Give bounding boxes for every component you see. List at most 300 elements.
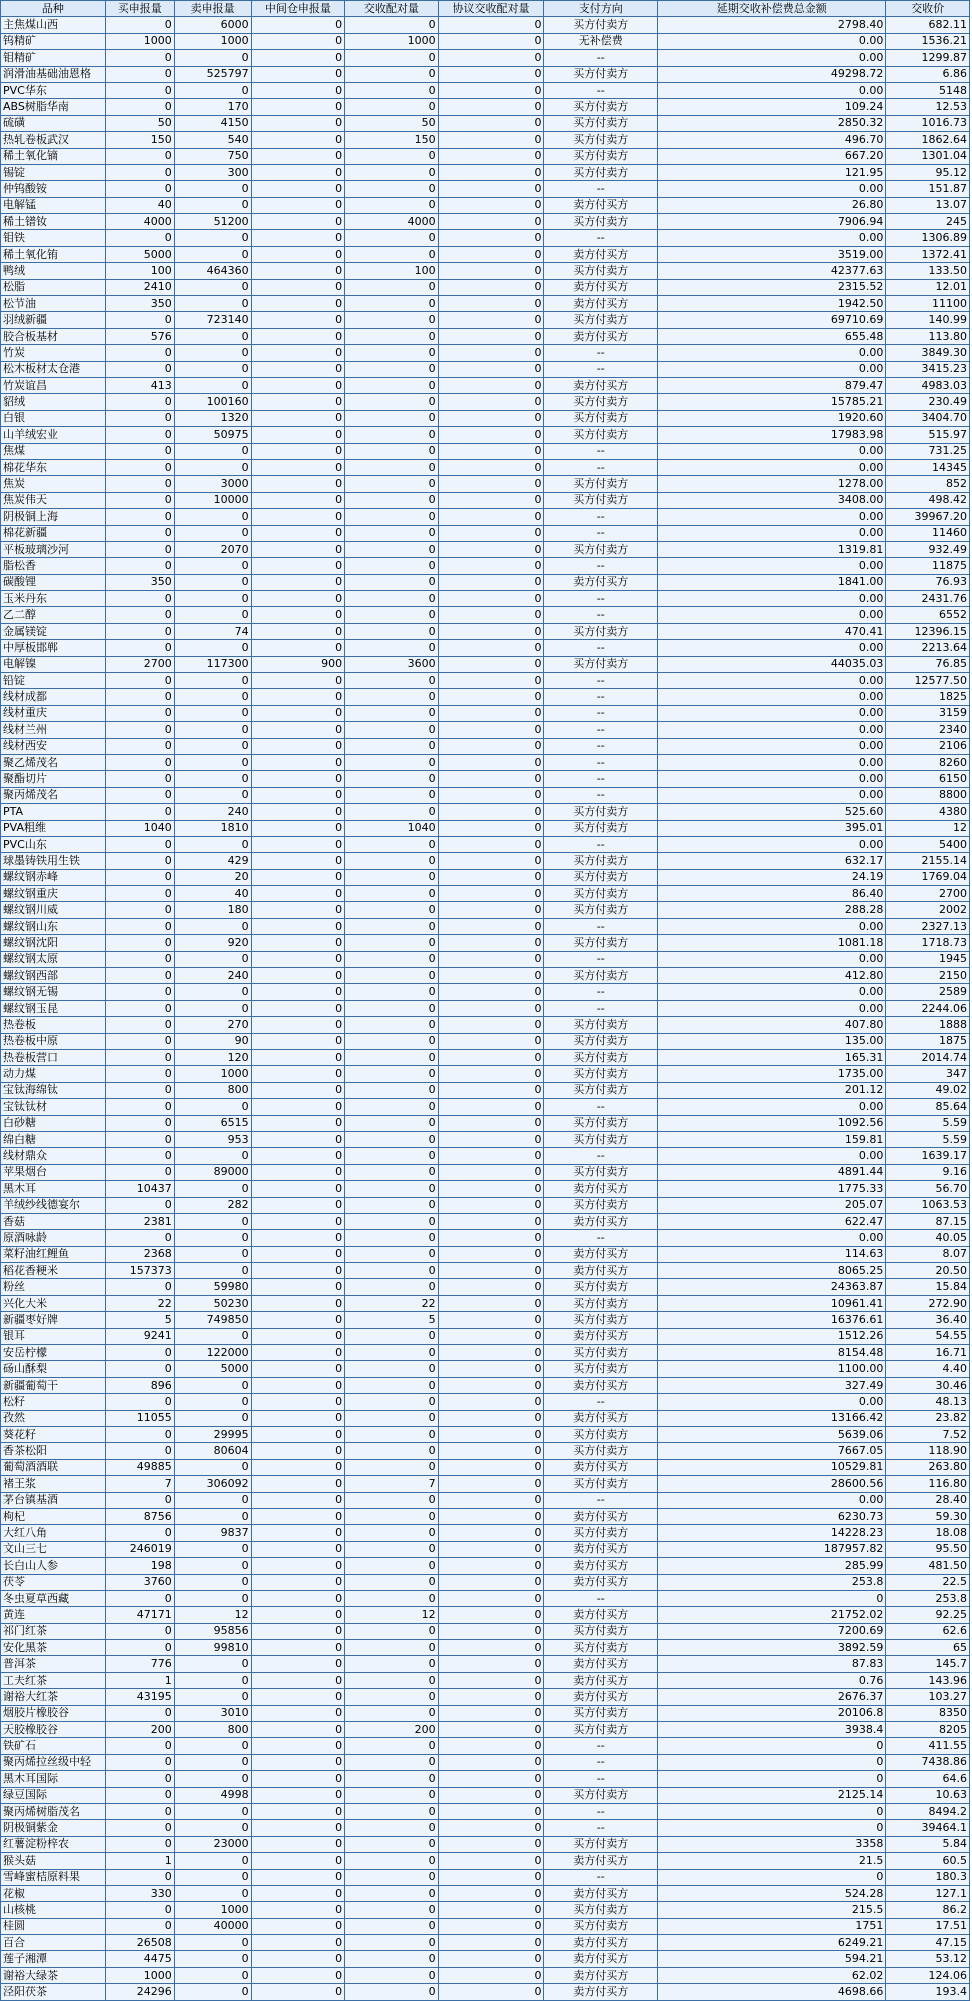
delivery-matched-cell: 0 xyxy=(345,558,439,574)
table-row xyxy=(1,1279,970,1295)
sell-declared-cell: 40 xyxy=(174,886,251,902)
buy-declared-cell: 4475 xyxy=(105,1951,174,1967)
table-row xyxy=(1,722,970,738)
compensation-total-cell: 0.00 xyxy=(658,591,886,607)
sell-declared-cell: 59980 xyxy=(174,1279,251,1295)
product-cell: 平板玻璃沙河 xyxy=(1,541,106,557)
compensation-total-cell: 2676.37 xyxy=(658,1689,886,1705)
sell-declared-cell: 0 xyxy=(174,1541,251,1557)
table-row xyxy=(1,705,970,721)
delivery-matched-cell: 0 xyxy=(345,1246,439,1262)
product-cell: 中厚板邯郸 xyxy=(1,640,106,656)
table-row xyxy=(1,1017,970,1033)
delivery-matched-cell: 0 xyxy=(345,1394,439,1410)
agreement-matched-cell: 0 xyxy=(438,689,544,705)
sell-declared-cell: 0 xyxy=(174,1377,251,1393)
delivery-matched-cell: 0 xyxy=(345,1426,439,1442)
table-row xyxy=(1,1508,970,1524)
compensation-total-cell: 109.24 xyxy=(658,99,886,115)
buy-declared-cell: 0 xyxy=(105,1623,174,1639)
agreement-matched-cell: 0 xyxy=(438,296,544,312)
product-cell: 钨精矿 xyxy=(1,33,106,49)
agreement-matched-cell: 0 xyxy=(438,1492,544,1508)
delivery-price-cell: 932.49 xyxy=(886,541,970,557)
intermediate-declared-cell: 0 xyxy=(251,918,345,934)
table-row xyxy=(1,968,970,984)
compensation-total-cell: 1841.00 xyxy=(658,574,886,590)
payment-direction-cell: 买方付卖方 xyxy=(544,17,658,33)
delivery-price-cell: 12396.15 xyxy=(886,623,970,639)
table-row xyxy=(1,50,970,66)
delivery-matched-cell: 0 xyxy=(345,1197,439,1213)
buy-declared-cell: 0 xyxy=(105,312,174,328)
delivery-matched-cell: 0 xyxy=(345,50,439,66)
intermediate-declared-cell: 0 xyxy=(251,312,345,328)
intermediate-declared-cell: 0 xyxy=(251,836,345,852)
agreement-matched-cell: 0 xyxy=(438,902,544,918)
compensation-total-cell: 0.76 xyxy=(658,1672,886,1688)
buy-declared-cell: 0 xyxy=(105,968,174,984)
sell-declared-cell: 0 xyxy=(174,1394,251,1410)
agreement-matched-cell: 0 xyxy=(438,1607,544,1623)
sell-declared-cell: 1320 xyxy=(174,410,251,426)
compensation-total-cell: 17983.98 xyxy=(658,427,886,443)
sell-declared-cell: 117300 xyxy=(174,656,251,672)
agreement-matched-cell: 0 xyxy=(438,1869,544,1885)
table-row xyxy=(1,1689,970,1705)
intermediate-declared-cell: 0 xyxy=(251,99,345,115)
compensation-total-cell: 0.00 xyxy=(658,754,886,770)
compensation-total-cell: 15785.21 xyxy=(658,394,886,410)
header-payment-direction: 支付方向 xyxy=(544,1,658,17)
sell-declared-cell: 1000 xyxy=(174,1902,251,1918)
intermediate-declared-cell: 0 xyxy=(251,1541,345,1557)
header-compensation-total: 延期交收补偿费总金额 xyxy=(658,1,886,17)
delivery-price-cell: 347 xyxy=(886,1066,970,1082)
delivery-price-cell: 62.6 xyxy=(886,1623,970,1639)
delivery-matched-cell: 0 xyxy=(345,1771,439,1787)
product-cell: 冬虫夏草西藏 xyxy=(1,1590,106,1606)
sell-declared-cell: 0 xyxy=(174,296,251,312)
delivery-matched-cell: 0 xyxy=(345,640,439,656)
agreement-matched-cell: 0 xyxy=(438,82,544,98)
delivery-matched-cell: 0 xyxy=(345,722,439,738)
agreement-matched-cell: 0 xyxy=(438,1377,544,1393)
delivery-matched-cell: 22 xyxy=(345,1295,439,1311)
sell-declared-cell: 0 xyxy=(174,918,251,934)
delivery-matched-cell: 4000 xyxy=(345,214,439,230)
buy-declared-cell: 0 xyxy=(105,787,174,803)
sell-declared-cell: 89000 xyxy=(174,1164,251,1180)
delivery-price-cell: 76.93 xyxy=(886,574,970,590)
compensation-total-cell: 6249.21 xyxy=(658,1935,886,1951)
delivery-price-cell: 1063.53 xyxy=(886,1197,970,1213)
table-row xyxy=(1,820,970,836)
product-cell: 普洱茶 xyxy=(1,1656,106,1672)
agreement-matched-cell: 0 xyxy=(438,623,544,639)
delivery-matched-cell: 0 xyxy=(345,886,439,902)
compensation-total-cell: 159.81 xyxy=(658,1131,886,1147)
payment-direction-cell: 卖方付买方 xyxy=(544,1558,658,1574)
delivery-price-cell: 76.85 xyxy=(886,656,970,672)
compensation-total-cell: 1092.56 xyxy=(658,1115,886,1131)
product-cell: 砀山酥梨 xyxy=(1,1361,106,1377)
delivery-price-cell: 8260 xyxy=(886,754,970,770)
buy-declared-cell: 0 xyxy=(105,82,174,98)
delivery-price-cell: 3404.70 xyxy=(886,410,970,426)
compensation-total-cell: 0.00 xyxy=(658,705,886,721)
compensation-total-cell: 0.00 xyxy=(658,1230,886,1246)
intermediate-declared-cell: 0 xyxy=(251,1033,345,1049)
intermediate-declared-cell: 0 xyxy=(251,1672,345,1688)
sell-declared-cell: 0 xyxy=(174,246,251,262)
delivery-price-cell: 2244.06 xyxy=(886,1000,970,1016)
sell-declared-cell: 50230 xyxy=(174,1295,251,1311)
intermediate-declared-cell: 0 xyxy=(251,1885,345,1901)
product-cell: 谢裕大绿茶 xyxy=(1,1967,106,1983)
delivery-matched-cell: 0 xyxy=(345,1902,439,1918)
product-cell: 枸杞 xyxy=(1,1508,106,1524)
buy-declared-cell: 0 xyxy=(105,410,174,426)
agreement-matched-cell: 0 xyxy=(438,1623,544,1639)
delivery-matched-cell: 0 xyxy=(345,738,439,754)
sell-declared-cell: 1810 xyxy=(174,820,251,836)
header-sell-declared: 卖申报量 xyxy=(174,1,251,17)
table-row xyxy=(1,1984,970,2000)
intermediate-declared-cell: 0 xyxy=(251,1328,345,1344)
payment-direction-cell: 买方付卖方 xyxy=(544,148,658,164)
intermediate-declared-cell: 0 xyxy=(251,673,345,689)
table-row xyxy=(1,1099,970,1115)
intermediate-declared-cell: 0 xyxy=(251,377,345,393)
delivery-price-cell: 1639.17 xyxy=(886,1148,970,1164)
delivery-matched-cell: 0 xyxy=(345,1066,439,1082)
table-row xyxy=(1,509,970,525)
delivery-price-cell: 5.59 xyxy=(886,1115,970,1131)
product-cell: 长白山人参 xyxy=(1,1558,106,1574)
delivery-matched-cell: 0 xyxy=(345,1279,439,1295)
compensation-total-cell: 121.95 xyxy=(658,164,886,180)
payment-direction-cell: -- xyxy=(544,1492,658,1508)
agreement-matched-cell: 0 xyxy=(438,935,544,951)
table-row xyxy=(1,1000,970,1016)
compensation-total-cell: 1319.81 xyxy=(658,541,886,557)
agreement-matched-cell: 0 xyxy=(438,509,544,525)
agreement-matched-cell: 0 xyxy=(438,1640,544,1656)
intermediate-declared-cell: 0 xyxy=(251,525,345,541)
agreement-matched-cell: 0 xyxy=(438,1131,544,1147)
payment-direction-cell: -- xyxy=(544,607,658,623)
table-row xyxy=(1,1918,970,1934)
intermediate-declared-cell: 0 xyxy=(251,1869,345,1885)
agreement-matched-cell: 0 xyxy=(438,853,544,869)
intermediate-declared-cell: 0 xyxy=(251,1689,345,1705)
table-row xyxy=(1,1492,970,1508)
product-cell: 润滑油基础油恩格 xyxy=(1,66,106,82)
agreement-matched-cell: 0 xyxy=(438,197,544,213)
agreement-matched-cell: 0 xyxy=(438,410,544,426)
compensation-total-cell: 187957.82 xyxy=(658,1541,886,1557)
header-product: 品种 xyxy=(1,1,106,17)
delivery-price-cell: 10.63 xyxy=(886,1787,970,1803)
agreement-matched-cell: 0 xyxy=(438,836,544,852)
agreement-matched-cell: 0 xyxy=(438,1935,544,1951)
table-row xyxy=(1,197,970,213)
delivery-price-cell: 54.55 xyxy=(886,1328,970,1344)
sell-declared-cell: 50975 xyxy=(174,427,251,443)
compensation-total-cell: 1278.00 xyxy=(658,476,886,492)
intermediate-declared-cell: 0 xyxy=(251,1754,345,1770)
table-row xyxy=(1,1377,970,1393)
sell-declared-cell: 122000 xyxy=(174,1345,251,1361)
buy-declared-cell: 0 xyxy=(105,1197,174,1213)
agreement-matched-cell: 0 xyxy=(438,214,544,230)
delivery-price-cell: 1888 xyxy=(886,1017,970,1033)
agreement-matched-cell: 0 xyxy=(438,722,544,738)
payment-direction-cell: 卖方付买方 xyxy=(544,197,658,213)
payment-direction-cell: -- xyxy=(544,918,658,934)
buy-declared-cell: 9241 xyxy=(105,1328,174,1344)
table-row xyxy=(1,1836,970,1852)
compensation-total-cell: 114.63 xyxy=(658,1246,886,1262)
sell-declared-cell: 2070 xyxy=(174,541,251,557)
intermediate-declared-cell: 0 xyxy=(251,296,345,312)
table-row xyxy=(1,1935,970,1951)
payment-direction-cell: 卖方付买方 xyxy=(544,328,658,344)
buy-declared-cell: 776 xyxy=(105,1656,174,1672)
delivery-matched-cell: 0 xyxy=(345,1345,439,1361)
delivery-price-cell: 1016.73 xyxy=(886,115,970,131)
delivery-matched-cell: 0 xyxy=(345,1935,439,1951)
payment-direction-cell: 卖方付买方 xyxy=(544,1853,658,1869)
table-row xyxy=(1,1230,970,1246)
buy-declared-cell: 26508 xyxy=(105,1935,174,1951)
payment-direction-cell: 买方付卖方 xyxy=(544,427,658,443)
compensation-total-cell: 470.41 xyxy=(658,623,886,639)
delivery-price-cell: 22.5 xyxy=(886,1574,970,1590)
intermediate-declared-cell: 0 xyxy=(251,623,345,639)
delivery-price-cell: 15.84 xyxy=(886,1279,970,1295)
agreement-matched-cell: 0 xyxy=(438,1394,544,1410)
sell-declared-cell: 0 xyxy=(174,345,251,361)
product-cell: 铁矿石 xyxy=(1,1738,106,1754)
payment-direction-cell: 买方付卖方 xyxy=(544,115,658,131)
product-cell: 孜然 xyxy=(1,1410,106,1426)
delivery-price-cell: 113.80 xyxy=(886,328,970,344)
delivery-matched-cell: 0 xyxy=(345,951,439,967)
delivery-price-cell: 1862.64 xyxy=(886,132,970,148)
delivery-matched-cell: 5 xyxy=(345,1312,439,1328)
product-cell: 白砂糖 xyxy=(1,1115,106,1131)
buy-declared-cell: 43195 xyxy=(105,1689,174,1705)
buy-declared-cell: 7 xyxy=(105,1476,174,1492)
table-row xyxy=(1,640,970,656)
product-cell: 碳酸锂 xyxy=(1,574,106,590)
table-row xyxy=(1,1607,970,1623)
delivery-price-cell: 59.30 xyxy=(886,1508,970,1524)
delivery-matched-cell: 150 xyxy=(345,132,439,148)
delivery-matched-cell: 0 xyxy=(345,1164,439,1180)
delivery-price-cell: 39464.1 xyxy=(886,1820,970,1836)
compensation-total-cell: 2798.40 xyxy=(658,17,886,33)
buy-declared-cell: 0 xyxy=(105,1820,174,1836)
compensation-total-cell: 1081.18 xyxy=(658,935,886,951)
compensation-total-cell: 6230.73 xyxy=(658,1508,886,1524)
buy-declared-cell: 0 xyxy=(105,754,174,770)
intermediate-declared-cell: 0 xyxy=(251,951,345,967)
product-cell: 松木板材太仓港 xyxy=(1,361,106,377)
delivery-price-cell: 180.3 xyxy=(886,1869,970,1885)
compensation-total-cell: 0.00 xyxy=(658,984,886,1000)
delivery-matched-cell: 7 xyxy=(345,1476,439,1492)
buy-declared-cell: 0 xyxy=(105,836,174,852)
delivery-matched-cell: 0 xyxy=(345,1082,439,1098)
table-row xyxy=(1,1787,970,1803)
table-row xyxy=(1,230,970,246)
compensation-total-cell: 0.00 xyxy=(658,361,886,377)
agreement-matched-cell: 0 xyxy=(438,1508,544,1524)
table-row xyxy=(1,886,970,902)
table-row xyxy=(1,312,970,328)
agreement-matched-cell: 0 xyxy=(438,66,544,82)
table-row xyxy=(1,1885,970,1901)
product-cell: 绵白糖 xyxy=(1,1131,106,1147)
delivery-price-cell: 17.51 xyxy=(886,1918,970,1934)
agreement-matched-cell: 0 xyxy=(438,17,544,33)
compensation-total-cell: 0 xyxy=(658,1738,886,1754)
agreement-matched-cell: 0 xyxy=(438,1246,544,1262)
agreement-matched-cell: 0 xyxy=(438,443,544,459)
delivery-price-cell: 28.40 xyxy=(886,1492,970,1508)
compensation-total-cell: 0.00 xyxy=(658,673,886,689)
intermediate-declared-cell: 0 xyxy=(251,886,345,902)
compensation-total-cell: 667.20 xyxy=(658,148,886,164)
table-row xyxy=(1,1459,970,1475)
compensation-total-cell: 395.01 xyxy=(658,820,886,836)
delivery-matched-cell: 0 xyxy=(345,607,439,623)
intermediate-declared-cell: 0 xyxy=(251,476,345,492)
header-row xyxy=(1,1,970,17)
delivery-price-cell: 4.40 xyxy=(886,1361,970,1377)
delivery-matched-cell: 0 xyxy=(345,1967,439,1983)
delivery-price-cell: 65 xyxy=(886,1640,970,1656)
delivery-price-cell: 8494.2 xyxy=(886,1803,970,1819)
delivery-price-cell: 3415.23 xyxy=(886,361,970,377)
compensation-total-cell: 0 xyxy=(658,1803,886,1819)
delivery-price-cell: 4983.03 xyxy=(886,377,970,393)
delivery-price-cell: 87.15 xyxy=(886,1213,970,1229)
payment-direction-cell: 卖方付买方 xyxy=(544,574,658,590)
intermediate-declared-cell: 0 xyxy=(251,82,345,98)
intermediate-declared-cell: 0 xyxy=(251,640,345,656)
agreement-matched-cell: 0 xyxy=(438,1328,544,1344)
delivery-matched-cell: 0 xyxy=(345,377,439,393)
sell-declared-cell: 0 xyxy=(174,82,251,98)
intermediate-declared-cell: 0 xyxy=(251,1050,345,1066)
sell-declared-cell: 0 xyxy=(174,1230,251,1246)
payment-direction-cell: -- xyxy=(544,1771,658,1787)
product-cell: PVC华东 xyxy=(1,82,106,98)
payment-direction-cell: 买方付卖方 xyxy=(544,1066,658,1082)
intermediate-declared-cell: 0 xyxy=(251,1918,345,1934)
table-row xyxy=(1,1738,970,1754)
payment-direction-cell: 买方付卖方 xyxy=(544,164,658,180)
sell-declared-cell: 0 xyxy=(174,1508,251,1524)
payment-direction-cell: -- xyxy=(544,951,658,967)
delivery-price-cell: 2002 xyxy=(886,902,970,918)
compensation-total-cell: 407.80 xyxy=(658,1017,886,1033)
sell-declared-cell: 120 xyxy=(174,1050,251,1066)
product-cell: 雪峰蜜桔原料果 xyxy=(1,1869,106,1885)
buy-declared-cell: 49885 xyxy=(105,1459,174,1475)
sell-declared-cell: 12 xyxy=(174,1607,251,1623)
sell-declared-cell: 800 xyxy=(174,1722,251,1738)
payment-direction-cell: 卖方付买方 xyxy=(544,377,658,393)
intermediate-declared-cell: 0 xyxy=(251,1935,345,1951)
payment-direction-cell: 卖方付买方 xyxy=(544,246,658,262)
intermediate-declared-cell: 0 xyxy=(251,328,345,344)
buy-declared-cell: 0 xyxy=(105,1164,174,1180)
buy-declared-cell: 0 xyxy=(105,558,174,574)
sell-declared-cell: 6000 xyxy=(174,17,251,33)
delivery-matched-cell: 0 xyxy=(345,1705,439,1721)
sell-declared-cell: 0 xyxy=(174,836,251,852)
delivery-price-cell: 127.1 xyxy=(886,1885,970,1901)
intermediate-declared-cell: 0 xyxy=(251,1017,345,1033)
buy-declared-cell: 4000 xyxy=(105,214,174,230)
product-cell: 螺纹钢川威 xyxy=(1,902,106,918)
sell-declared-cell: 540 xyxy=(174,132,251,148)
compensation-total-cell: 0.00 xyxy=(658,230,886,246)
buy-declared-cell: 1 xyxy=(105,1853,174,1869)
delivery-matched-cell: 0 xyxy=(345,361,439,377)
payment-direction-cell: -- xyxy=(544,1394,658,1410)
sell-declared-cell: 0 xyxy=(174,1951,251,1967)
buy-declared-cell: 0 xyxy=(105,1426,174,1442)
table-row xyxy=(1,607,970,623)
product-cell: 工夫红茶 xyxy=(1,1672,106,1688)
delivery-matched-cell: 0 xyxy=(345,869,439,885)
product-cell: 茅台镇基酒 xyxy=(1,1492,106,1508)
product-cell: 褚王浆 xyxy=(1,1476,106,1492)
buy-declared-cell: 1040 xyxy=(105,820,174,836)
product-cell: 螺纹钢无锡 xyxy=(1,984,106,1000)
product-cell: 线材西安 xyxy=(1,738,106,754)
delivery-matched-cell: 0 xyxy=(345,1017,439,1033)
delivery-price-cell: 2014.74 xyxy=(886,1050,970,1066)
delivery-price-cell: 1536.21 xyxy=(886,33,970,49)
buy-declared-cell: 0 xyxy=(105,722,174,738)
product-cell: PVA粗维 xyxy=(1,820,106,836)
buy-declared-cell: 0 xyxy=(105,1754,174,1770)
product-cell: 电解锰 xyxy=(1,197,106,213)
delivery-matched-cell: 0 xyxy=(345,1836,439,1852)
delivery-price-cell: 1825 xyxy=(886,689,970,705)
payment-direction-cell: 买方付卖方 xyxy=(544,1640,658,1656)
agreement-matched-cell: 0 xyxy=(438,1230,544,1246)
agreement-matched-cell: 0 xyxy=(438,1017,544,1033)
payment-direction-cell: -- xyxy=(544,1803,658,1819)
delivery-matched-cell: 0 xyxy=(345,1984,439,2000)
product-cell: 脂松香 xyxy=(1,558,106,574)
delivery-matched-cell: 1040 xyxy=(345,820,439,836)
buy-declared-cell: 0 xyxy=(105,689,174,705)
product-cell: 焦炭伟天 xyxy=(1,492,106,508)
table-row xyxy=(1,984,970,1000)
intermediate-declared-cell: 0 xyxy=(251,33,345,49)
compensation-total-cell: 0.00 xyxy=(658,459,886,475)
table-row xyxy=(1,1771,970,1787)
